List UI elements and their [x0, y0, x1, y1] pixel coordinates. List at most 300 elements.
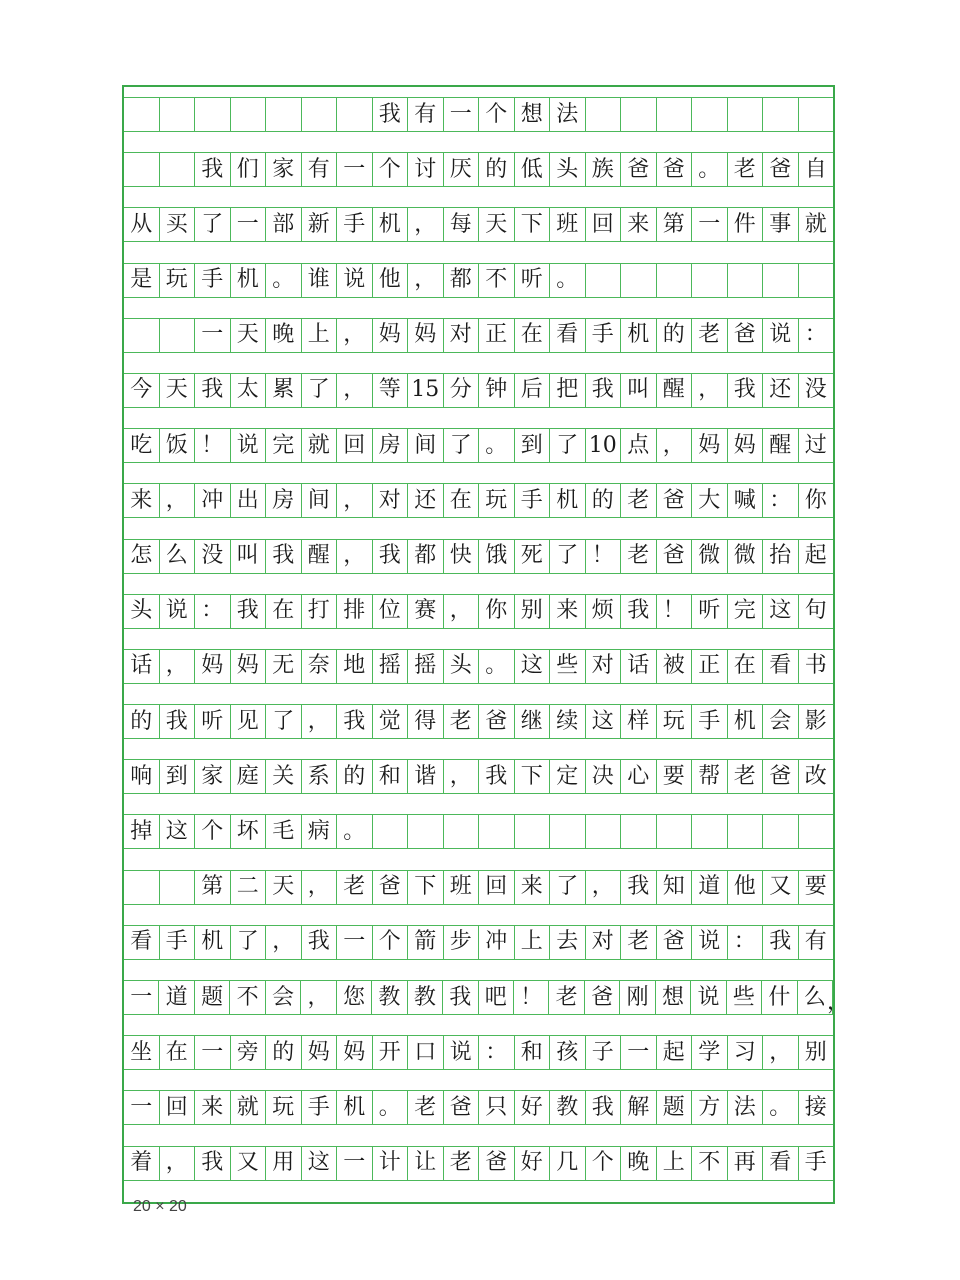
- grid-cell: 看: [763, 1147, 799, 1180]
- grid-cell: 续: [550, 705, 586, 738]
- grid-cell: 机: [728, 705, 764, 738]
- grid-cell: 个: [479, 98, 515, 131]
- grid-cell: 和: [373, 760, 409, 793]
- grid-cell: 个: [373, 153, 409, 186]
- grid-cell: 10: [586, 429, 622, 462]
- grid-cell: ：: [804, 322, 827, 348]
- grid-cell: 对: [444, 319, 480, 352]
- grid-cell: 回: [160, 1091, 196, 1124]
- grid-cell: 他: [728, 871, 764, 904]
- grid-cell: ，: [337, 374, 373, 407]
- grid-cell: 低: [515, 153, 551, 186]
- empty-grid-cell: [160, 319, 196, 352]
- grid-cell: 对: [373, 484, 409, 517]
- grid-cell: 掉: [124, 815, 160, 848]
- empty-grid-cell: [692, 264, 728, 297]
- grid-row: [124, 594, 833, 629]
- grid-cell: 完: [266, 429, 302, 462]
- grid-cell: 是: [124, 264, 160, 297]
- empty-grid-cell: [621, 264, 657, 297]
- grid-cell: 在: [444, 484, 480, 517]
- grid-cell: 。: [337, 815, 373, 848]
- grid-cell: 孩: [550, 1036, 586, 1069]
- grid-cell: 机: [195, 926, 231, 959]
- grid-cell: 等: [373, 374, 409, 407]
- grid-cell: 。: [692, 153, 728, 186]
- grid-cell: 到: [160, 760, 196, 793]
- grid-cell: 接: [804, 1094, 827, 1120]
- grid-row: [124, 207, 833, 242]
- grid-cell: 冲: [479, 926, 515, 959]
- grid-cell: 爸: [479, 705, 515, 738]
- grid-cell: 了: [302, 374, 338, 407]
- grid-cell: 老: [728, 153, 764, 186]
- grid-cell: 什: [762, 981, 797, 1014]
- grid-cell: 家: [266, 153, 302, 186]
- grid-cell: 步: [444, 926, 480, 959]
- grid-cell: 我: [443, 981, 478, 1014]
- grid-cell: 我: [586, 1091, 622, 1124]
- grid-cell: 太: [231, 374, 267, 407]
- grid-cell: ：: [728, 926, 764, 959]
- grid-cell: 学: [692, 1036, 728, 1069]
- grid-cell: 决: [586, 760, 622, 793]
- grid-cell: 知: [657, 871, 693, 904]
- grid-cell: 老: [621, 540, 657, 573]
- grid-cell: 。: [479, 650, 515, 683]
- grid-cell: 我: [479, 760, 515, 793]
- grid-cell: 这: [515, 650, 551, 683]
- grid-cell: 妈: [373, 319, 409, 352]
- grid-cell: 法: [550, 98, 586, 131]
- grid-cell: 我: [195, 374, 231, 407]
- grid-cell: 来: [515, 871, 551, 904]
- grid-cell: 我: [621, 595, 657, 628]
- grid-cell: 都: [444, 264, 480, 297]
- empty-grid-cell: [124, 98, 160, 131]
- grid-row: [124, 318, 833, 353]
- empty-grid-cell: [763, 264, 799, 297]
- grid-cell: 么: [160, 540, 196, 573]
- grid-cell: 有: [408, 98, 444, 131]
- grid-cell: 关: [266, 760, 302, 793]
- empty-grid-cell: [124, 871, 160, 904]
- grid-cell: 的: [266, 1036, 302, 1069]
- grid-cell: 在: [728, 650, 764, 683]
- grid-cell: 样: [621, 705, 657, 738]
- grid-cell: 正: [692, 650, 728, 683]
- grid-cell: 来: [621, 208, 657, 241]
- grid-cell: 死: [515, 540, 551, 573]
- grid-cell: 别: [515, 595, 551, 628]
- empty-grid-cell: [373, 815, 409, 848]
- grid-cell: 家: [195, 760, 231, 793]
- grid-cell: ，: [302, 705, 338, 738]
- grid-cell: 上: [515, 926, 551, 959]
- grid-cell: 打: [302, 595, 338, 628]
- empty-grid-cell: [692, 815, 728, 848]
- grid-cell: 天: [479, 208, 515, 241]
- grid-cell: 后: [515, 374, 551, 407]
- grid-cell: 下: [408, 871, 444, 904]
- grid-cell: 爸: [763, 760, 799, 793]
- grid-cell: 影: [804, 708, 827, 734]
- grid-cell: 自: [804, 156, 827, 182]
- grid-cell: 题: [195, 981, 230, 1014]
- grid-cell: 快: [444, 540, 480, 573]
- grid-cell: 听: [515, 264, 551, 297]
- grid-cell: 有: [302, 153, 338, 186]
- grid-size-label: 20 × 20: [133, 1198, 187, 1215]
- empty-grid-cell: [799, 98, 834, 131]
- grid-cell: 爸: [444, 1091, 480, 1124]
- grid-cell: 老: [728, 760, 764, 793]
- grid-cell: 吃: [124, 429, 160, 462]
- grid-cell: 新: [302, 208, 338, 241]
- grid-cell: 一: [692, 208, 728, 241]
- grid-cell: 手: [692, 705, 728, 738]
- grid-cell: 了: [550, 871, 586, 904]
- grid-row: [124, 428, 833, 463]
- grid-cell: 机: [373, 208, 409, 241]
- grid-cell: 下: [515, 208, 551, 241]
- grid-cell: 妈: [728, 429, 764, 462]
- grid-cell: 叫: [621, 374, 657, 407]
- grid-cell: 看: [124, 926, 160, 959]
- grid-cell: 晚: [621, 1147, 657, 1180]
- grid-cell: 法: [728, 1091, 764, 1124]
- grid-cell: 老: [549, 981, 584, 1014]
- grid-cell: 讨: [408, 153, 444, 186]
- grid-row: [124, 152, 833, 187]
- grid-cell: 族: [586, 153, 622, 186]
- grid-cell: 叫: [231, 540, 267, 573]
- empty-grid-cell: [444, 815, 480, 848]
- grid-cell: 爸: [728, 319, 764, 352]
- grid-cell: 去: [550, 926, 586, 959]
- grid-cell: 回: [337, 429, 373, 462]
- grid-cell: 子: [586, 1036, 622, 1069]
- grid-cell: 下: [515, 760, 551, 793]
- grid-cell: 旁: [231, 1036, 267, 1069]
- grid-cell: 和: [515, 1036, 551, 1069]
- grid-cell: 了: [550, 540, 586, 573]
- grid-cell: 不: [692, 1147, 728, 1180]
- grid-cell: 改: [804, 763, 827, 789]
- grid-cell: ，: [763, 1036, 799, 1069]
- grid-cell: 的: [124, 705, 160, 738]
- grid-cell: 再: [728, 1147, 764, 1180]
- grid-cell: 醒: [302, 540, 338, 573]
- grid-cell: 醒: [763, 429, 799, 462]
- empty-grid-cell: [160, 98, 196, 131]
- grid-cell: 病: [302, 815, 338, 848]
- grid-cell: 玩: [266, 1091, 302, 1124]
- grid-cell: 老: [621, 926, 657, 959]
- grid-cell: 大: [692, 484, 728, 517]
- grid-cell: 玩: [657, 705, 693, 738]
- grid-cell: 还: [763, 374, 799, 407]
- grid-row: [124, 263, 833, 298]
- grid-cell: 爸: [621, 153, 657, 186]
- grid-cell: 手: [195, 264, 231, 297]
- grid-row: [124, 1035, 833, 1070]
- grid-cell: 我: [160, 705, 196, 738]
- grid-cell: 好: [515, 1147, 551, 1180]
- grid-cell: 刚: [620, 981, 655, 1014]
- grid-cell: 手: [160, 926, 196, 959]
- grid-row: [124, 759, 833, 794]
- grid-row: [124, 925, 833, 960]
- overflow-punctuation: ，: [826, 990, 849, 1015]
- grid-cell: 爸: [657, 540, 693, 573]
- grid-cell: 说: [691, 981, 726, 1014]
- grid-cell: 妈: [231, 650, 267, 683]
- grid-cell: 几: [550, 1147, 586, 1180]
- grid-cell: ！: [657, 595, 693, 628]
- grid-cell: 不: [230, 981, 265, 1014]
- grid-cell: 个: [373, 926, 409, 959]
- empty-grid-cell: [728, 98, 764, 131]
- grid-cell: 有: [804, 929, 827, 955]
- grid-cell: 。: [479, 429, 515, 462]
- grid-cell: 来: [124, 484, 160, 517]
- grid-cell: 听: [692, 595, 728, 628]
- grid-cell: 钟: [479, 374, 515, 407]
- empty-grid-cell: [799, 815, 834, 848]
- grid-cell: 过: [804, 432, 827, 458]
- grid-cell: ，: [586, 871, 622, 904]
- grid-cell: 习: [728, 1036, 764, 1069]
- grid-cell: 我: [195, 153, 231, 186]
- empty-grid-cell: [586, 264, 622, 297]
- grid-cell: 赛: [408, 595, 444, 628]
- grid-cell: 这: [763, 595, 799, 628]
- grid-cell: 摇: [373, 650, 409, 683]
- grid-cell: 会: [266, 981, 301, 1014]
- grid-cell: 奈: [302, 650, 338, 683]
- grid-cell: 让: [408, 1147, 444, 1180]
- grid-row: [124, 1146, 833, 1181]
- grid-cell: 天: [160, 374, 196, 407]
- grid-cell: 的: [479, 153, 515, 186]
- grid-cell: 我: [337, 705, 373, 738]
- grid-cell: 妈: [692, 429, 728, 462]
- grid-cell: 系: [302, 760, 338, 793]
- grid-cell: 手: [302, 1091, 338, 1124]
- grid-cell: 我: [621, 871, 657, 904]
- empty-grid-cell: [515, 815, 551, 848]
- grid-cell: 都: [408, 540, 444, 573]
- grid-row: [124, 870, 833, 905]
- grid-cell: 就: [804, 211, 827, 237]
- grid-cell: 晚: [266, 319, 302, 352]
- empty-grid-cell: [657, 815, 693, 848]
- grid-cell: 你: [804, 487, 827, 513]
- grid-cell: 我: [195, 1147, 231, 1180]
- grid-cell: 一: [337, 926, 373, 959]
- grid-cell: 老: [408, 1091, 444, 1124]
- grid-cell: 谁: [302, 264, 338, 297]
- grid-cell: 头: [550, 153, 586, 186]
- grid-cell: 话: [621, 650, 657, 683]
- grid-cell: 口: [408, 1036, 444, 1069]
- grid-cell: 一: [621, 1036, 657, 1069]
- title-row: [124, 97, 833, 132]
- grid-row: [124, 704, 833, 739]
- grid-cell: 机: [231, 264, 267, 297]
- grid-cell: 厌: [444, 153, 480, 186]
- grid-cell: 烦: [586, 595, 622, 628]
- grid-cell: 这: [160, 815, 196, 848]
- grid-cell: 房: [373, 429, 409, 462]
- grid-cell: 谐: [408, 760, 444, 793]
- empty-grid-cell: [124, 153, 160, 186]
- grid-cell: 老: [692, 319, 728, 352]
- grid-cell: 书: [804, 653, 827, 679]
- grid-cell: 我: [231, 595, 267, 628]
- grid-cell: 。: [266, 264, 302, 297]
- grid-cell: 开: [373, 1036, 409, 1069]
- grid-cell: ！: [195, 429, 231, 462]
- grid-cell: 没: [195, 540, 231, 573]
- grid-cell: ，: [160, 1147, 196, 1180]
- grid-cell: 手: [804, 1150, 827, 1176]
- grid-cell: ，: [444, 760, 480, 793]
- grid-cell: 一: [195, 1036, 231, 1069]
- grid-cell: 在: [266, 595, 302, 628]
- empty-grid-cell: [479, 815, 515, 848]
- empty-grid-cell: [763, 98, 799, 131]
- grid-cell: 想: [515, 98, 551, 131]
- grid-cell: 到: [515, 429, 551, 462]
- grid-cell: 了: [444, 429, 480, 462]
- grid-cell: 今: [124, 374, 160, 407]
- empty-grid-cell: [302, 98, 338, 131]
- grid-cell: 我: [266, 540, 302, 573]
- empty-grid-cell: [124, 319, 160, 352]
- grid-cell: 们: [231, 153, 267, 186]
- grid-cell: 说: [692, 926, 728, 959]
- grid-cell: 爸: [763, 153, 799, 186]
- grid-cell: 着: [124, 1147, 160, 1180]
- grid-cell: 说: [763, 319, 799, 352]
- grid-cell: 吧: [479, 981, 514, 1014]
- grid-cell: 又: [231, 1147, 267, 1180]
- grid-cell: 一: [337, 1147, 373, 1180]
- empty-grid-cell: [337, 98, 373, 131]
- grid-row: [124, 649, 833, 684]
- grid-cell: 了: [550, 429, 586, 462]
- grid-cell: 只: [479, 1091, 515, 1124]
- grid-cell: 教: [408, 981, 443, 1014]
- grid-cell: 被: [657, 650, 693, 683]
- grid-cell: 摇: [408, 650, 444, 683]
- grid-cell: 还: [408, 484, 444, 517]
- grid-cell: ，: [657, 429, 693, 462]
- grid-cell: 从: [124, 208, 160, 241]
- grid-cell: ，: [337, 319, 373, 352]
- empty-grid-cell: [550, 815, 586, 848]
- grid-cell: 分: [444, 374, 480, 407]
- grid-cell: 说: [444, 1036, 480, 1069]
- composition-grid-paper: [122, 85, 849, 1204]
- grid-cell: 冲: [195, 484, 231, 517]
- grid-cell: 起: [657, 1036, 693, 1069]
- grid-cell: 来: [195, 1091, 231, 1124]
- grid-cell: 。: [373, 1091, 409, 1124]
- grid-cell: 解: [621, 1091, 657, 1124]
- empty-grid-cell: [160, 153, 196, 186]
- grid-cell: 妈: [408, 319, 444, 352]
- grid-row: [124, 980, 849, 1015]
- empty-grid-cell: [657, 264, 693, 297]
- grid-cell: 会: [763, 705, 799, 738]
- empty-grid-cell: [728, 815, 764, 848]
- grid-cell: 要: [657, 760, 693, 793]
- grid-cell: 一: [195, 319, 231, 352]
- grid-cell: 又: [763, 871, 799, 904]
- grid-cell: 毛: [266, 815, 302, 848]
- grid-cell: 抬: [763, 540, 799, 573]
- grid-cell: 不: [479, 264, 515, 297]
- grid-cell: 了: [266, 705, 302, 738]
- grid-row: [124, 814, 833, 849]
- grid-cell: 我: [373, 98, 409, 131]
- grid-cell: 事: [763, 208, 799, 241]
- grid-cell: 饭: [160, 429, 196, 462]
- grid-cell: ，: [337, 484, 373, 517]
- grid-cell: 玩: [479, 484, 515, 517]
- grid-row: [124, 1090, 833, 1125]
- grid-cell: 话: [124, 650, 160, 683]
- grid-cell: 么: [798, 981, 833, 1014]
- grid-cell: 继: [515, 705, 551, 738]
- grid-cell: 的: [586, 484, 622, 517]
- grid-cell: 定: [550, 760, 586, 793]
- grid-cell: 这: [586, 705, 622, 738]
- grid-cell: 完: [728, 595, 764, 628]
- grid-cell: 箭: [408, 926, 444, 959]
- grid-cell: ，: [160, 484, 196, 517]
- grid-cell: ，: [408, 264, 444, 297]
- grid-cell: 15: [408, 374, 444, 407]
- grid-cell: 回: [479, 871, 515, 904]
- grid-cell: 了: [195, 208, 231, 241]
- grid-cell: 买: [160, 208, 196, 241]
- grid-cell: 计: [373, 1147, 409, 1180]
- grid-cell: 没: [804, 377, 827, 403]
- grid-cell: ：: [195, 595, 231, 628]
- grid-cell: 正: [479, 319, 515, 352]
- grid-cell: 就: [231, 1091, 267, 1124]
- grid-cell: 部: [266, 208, 302, 241]
- grid-cell: 。: [763, 1091, 799, 1124]
- grid-cell: ，: [692, 374, 728, 407]
- grid-cell: 道: [692, 871, 728, 904]
- grid-row: [124, 539, 833, 574]
- grid-cell: 出: [231, 484, 267, 517]
- empty-grid-cell: [657, 98, 693, 131]
- grid-cell: 机: [550, 484, 586, 517]
- grid-cell: 爸: [657, 153, 693, 186]
- grid-row: [124, 373, 833, 408]
- grid-cell: 说: [160, 595, 196, 628]
- grid-cell: 一: [124, 981, 159, 1014]
- grid-cell: 爸: [479, 1147, 515, 1180]
- grid-cell: 爸: [373, 871, 409, 904]
- grid-cell: 个: [586, 1147, 622, 1180]
